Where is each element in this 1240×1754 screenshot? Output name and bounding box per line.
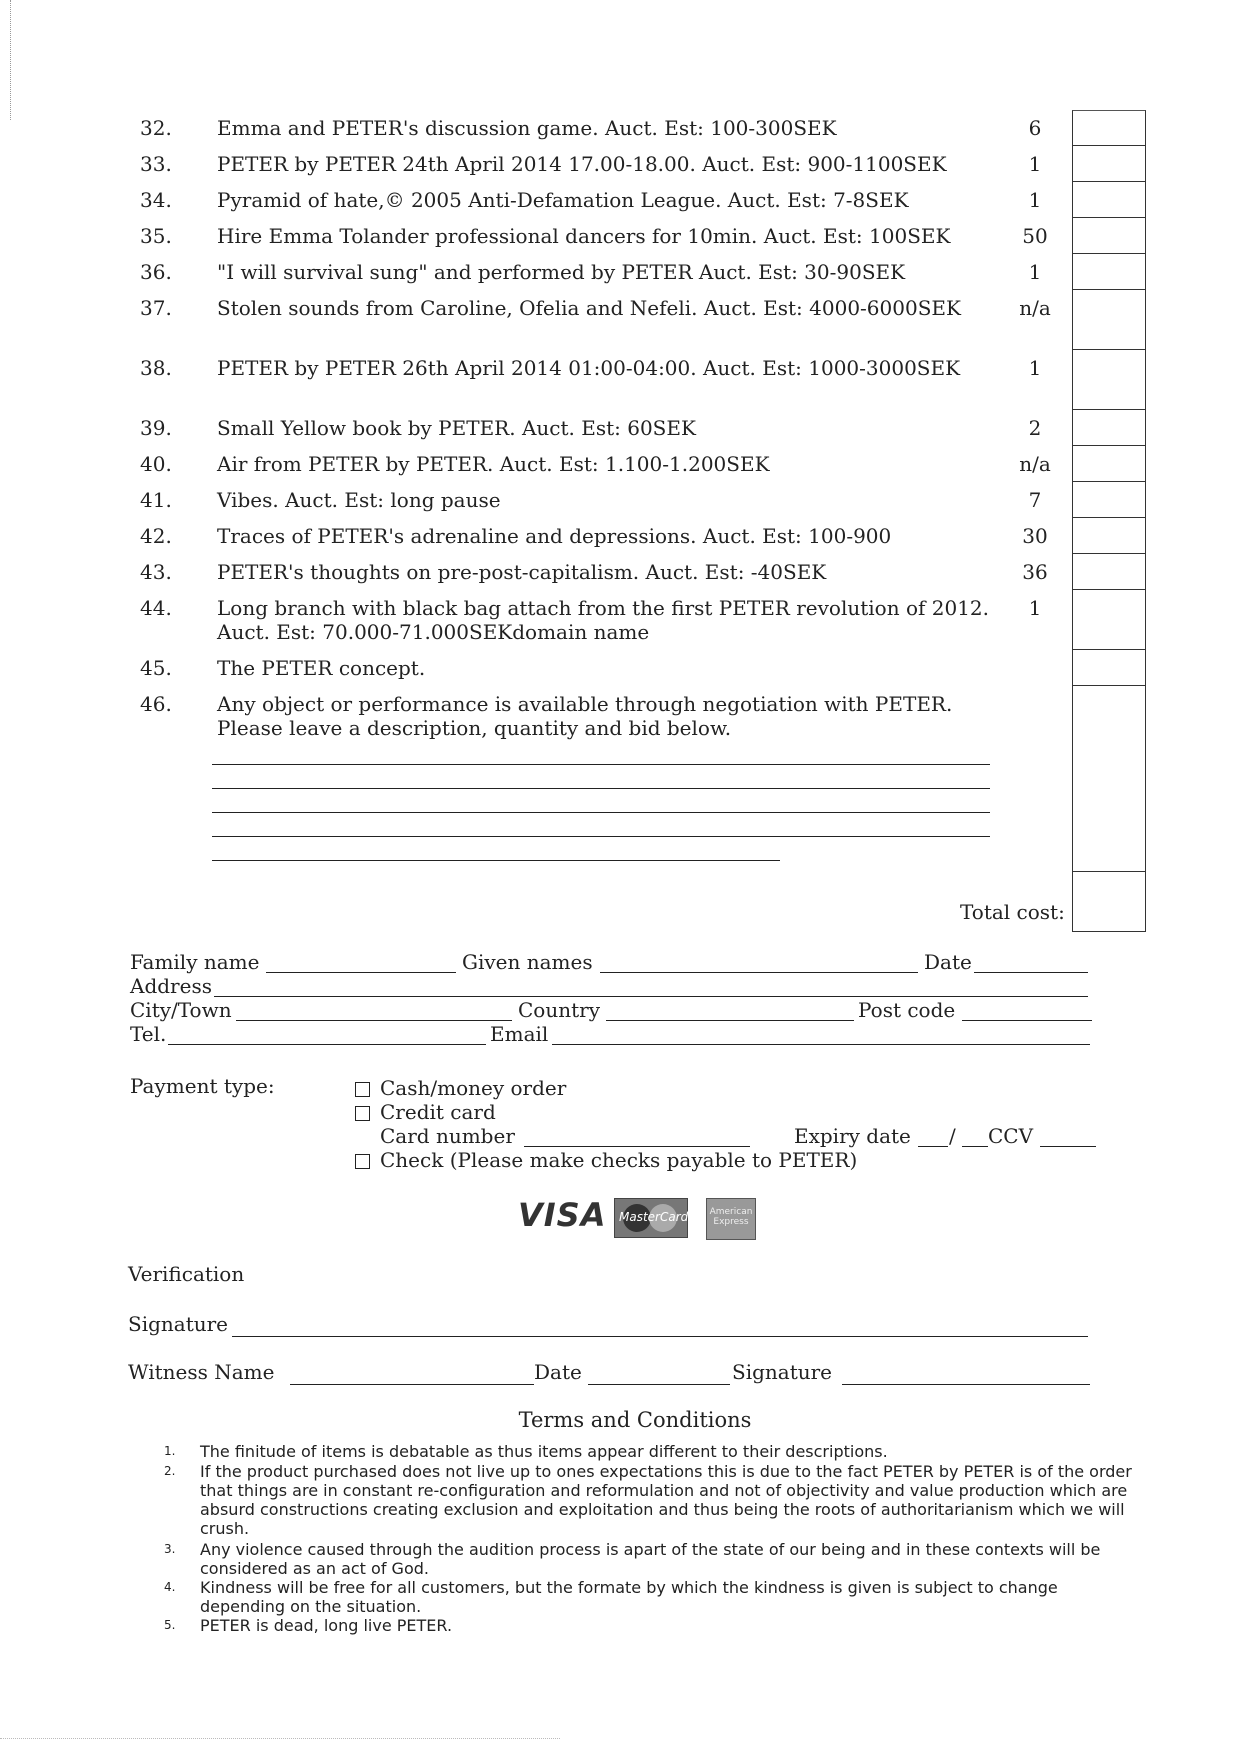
witness-signature-label: Signature	[732, 1360, 833, 1384]
item-quantity: 1	[1028, 152, 1042, 176]
cash-option-label: Cash/money order	[380, 1076, 567, 1100]
expiry-year-field[interactable]	[962, 1146, 988, 1147]
item-number: 34.	[140, 188, 172, 212]
item-quantity: 2	[1028, 416, 1042, 440]
item-quantity: 50	[1022, 224, 1048, 248]
ccv-field[interactable]	[1040, 1146, 1096, 1147]
item-description: Any object or performance is available through negotiation with PETER. Please leave a description, quantity and bid below.	[217, 692, 953, 740]
expiry-date-label: Expiry date	[794, 1124, 911, 1148]
item-number: 43.	[140, 560, 172, 584]
item-quantity: n/a	[1019, 452, 1051, 476]
item-quantity: 7	[1028, 488, 1042, 512]
bid-box-divider	[1073, 871, 1145, 872]
terms-title: Terms and Conditions	[518, 1408, 752, 1432]
bid-box-divider	[1073, 481, 1145, 482]
bid-box-divider	[1073, 649, 1145, 650]
bid-box-column	[1072, 110, 1146, 932]
item-number: 35.	[140, 224, 172, 248]
item-quantity: 1	[1028, 188, 1042, 212]
item-number: 44.	[140, 596, 172, 620]
item-description: PETER's thoughts on pre-post-capitalism. Auct. Est: -40SEK	[217, 560, 827, 584]
bid-box-divider	[1073, 553, 1145, 554]
item-number: 41.	[140, 488, 172, 512]
term-text: Kindness will be free for all customers, but the formate by which the kindness is given is subject to change depending on the situation.	[200, 1578, 1058, 1616]
bid-box-divider	[1073, 445, 1145, 446]
term-number: 3.	[164, 1542, 176, 1556]
witness-date-field[interactable]	[588, 1384, 730, 1385]
description-line[interactable]	[212, 764, 990, 765]
email-label: Email	[490, 1022, 549, 1046]
address-label: Address	[130, 974, 212, 998]
item-description: Vibes. Auct. Est: long pause	[217, 488, 501, 512]
witness-name-label: Witness Name	[128, 1360, 275, 1384]
item-description: Emma and PETER's discussion game. Auct. Est: 100-300SEK	[217, 116, 837, 140]
bid-box-divider	[1073, 589, 1145, 590]
mastercard-logo	[614, 1198, 688, 1238]
city-label: City/Town	[130, 998, 232, 1022]
item-description: PETER by PETER 26th April 2014 01:00-04:00. Auct. Est: 1000-3000SEK	[217, 356, 961, 380]
bid-box-divider	[1073, 289, 1145, 290]
item-quantity: 36	[1022, 560, 1048, 584]
expiry-slash: /	[949, 1124, 956, 1148]
term-text: The finitude of items is debatable as thus items appear different to their descriptions.	[200, 1442, 888, 1461]
item-number: 46.	[140, 692, 172, 716]
item-number: 36.	[140, 260, 172, 284]
item-number: 37.	[140, 296, 172, 320]
item-number: 39.	[140, 416, 172, 440]
item-number: 40.	[140, 452, 172, 476]
bid-box-divider	[1073, 145, 1145, 146]
bid-box-divider	[1073, 517, 1145, 518]
card-number-label: Card number	[380, 1124, 515, 1148]
card-number-field[interactable]	[524, 1146, 750, 1147]
item-description: Hire Emma Tolander professional dancers for 10min. Auct. Est: 100SEK	[217, 224, 951, 248]
item-number: 38.	[140, 356, 172, 380]
mastercard-logo-text: MasterCard	[619, 1210, 689, 1224]
credit-card-option-label: Credit card	[380, 1100, 496, 1124]
item-number: 32.	[140, 116, 172, 140]
signature-field[interactable]	[232, 1336, 1088, 1337]
description-line[interactable]	[212, 788, 990, 789]
verification-label: Verification	[128, 1262, 245, 1286]
visa-logo: VISA	[518, 1196, 607, 1234]
item-number: 42.	[140, 524, 172, 548]
item-description: Stolen sounds from Caroline, Ofelia and Nefeli. Auct. Est: 4000-6000SEK	[217, 296, 961, 320]
ccv-label: CCV	[988, 1124, 1034, 1148]
check-option-label: Check (Please make checks payable to PETER)	[380, 1148, 858, 1172]
payment-type-label: Payment type:	[130, 1074, 275, 1098]
tel-field[interactable]	[168, 1044, 486, 1045]
item-description: Air from PETER by PETER. Auct. Est: 1.100-1.200SEK	[217, 452, 770, 476]
witness-name-field[interactable]	[290, 1384, 534, 1385]
item-description: Pyramid of hate,© 2005 Anti-Defamation League. Auct. Est: 7-8SEK	[217, 188, 909, 212]
description-line[interactable]	[212, 836, 990, 837]
bid-box-divider	[1073, 685, 1145, 686]
expiry-month-field[interactable]	[918, 1146, 948, 1147]
signature-label: Signature	[128, 1312, 229, 1336]
bid-box-divider	[1073, 409, 1145, 410]
item-quantity: 30	[1022, 524, 1048, 548]
check-payment-checkbox[interactable]	[355, 1154, 370, 1169]
bid-box-divider	[1073, 253, 1145, 254]
country-field[interactable]	[606, 1020, 854, 1021]
description-line[interactable]	[212, 812, 990, 813]
term-number: 5.	[164, 1618, 176, 1632]
item-number: 45.	[140, 656, 172, 680]
family-name-field[interactable]	[266, 972, 456, 973]
item-quantity: 1	[1028, 596, 1042, 620]
item-description: Long branch with black bag attach from the first PETER revolution of 2012. Auct. Est: 70.000-71.000SEKdomain name	[217, 596, 990, 644]
item-quantity: 1	[1028, 260, 1042, 284]
term-text: If the product purchased does not live up to ones expectations this is due to the fact PETER by PETER is of the order that things are in constant re-configuration and reformulation and not of objectivity and value production which are absurd constructions creating exclusion and exploitation and thus being the roots of authoritarianism which we will crush.	[200, 1462, 1132, 1538]
amex-logo	[706, 1198, 756, 1240]
address-field[interactable]	[214, 996, 1088, 997]
term-number: 1.	[164, 1444, 176, 1458]
item-quantity: 6	[1028, 116, 1042, 140]
bid-box-divider	[1073, 349, 1145, 350]
post-code-field[interactable]	[962, 1020, 1092, 1021]
date-label: Date	[924, 950, 972, 974]
item-description: PETER by PETER 24th April 2014 17.00-18.00. Auct. Est: 900-1100SEK	[217, 152, 947, 176]
email-field[interactable]	[552, 1044, 1090, 1045]
family-name-label: Family name	[130, 950, 260, 974]
term-number: 4.	[164, 1580, 176, 1594]
given-names-label: Given names	[462, 950, 593, 974]
scan-edge-mark	[10, 0, 11, 120]
item-description: Traces of PETER's adrenaline and depressions. Auct. Est: 100-900	[217, 524, 892, 548]
description-line[interactable]	[212, 860, 780, 861]
item-description: The PETER concept.	[217, 656, 426, 680]
post-code-label: Post code	[858, 998, 956, 1022]
scan-bottom-edge	[0, 1738, 560, 1739]
term-text: Any violence caused through the audition process is apart of the state of our being and in these contexts will be considered as an act of God.	[200, 1540, 1101, 1578]
item-quantity: 1	[1028, 356, 1042, 380]
item-description: "I will survival sung" and performed by PETER Auct. Est: 30-90SEK	[217, 260, 906, 284]
date-field[interactable]	[974, 972, 1088, 973]
tel-label: Tel.	[130, 1022, 167, 1046]
total-cost-label: Total cost:	[960, 900, 1065, 924]
witness-date-label: Date	[534, 1360, 582, 1384]
term-text: PETER is dead, long live PETER.	[200, 1616, 453, 1635]
item-description: Small Yellow book by PETER. Auct. Est: 60SEK	[217, 416, 696, 440]
bid-box-divider	[1073, 181, 1145, 182]
city-field[interactable]	[236, 1020, 512, 1021]
country-label: Country	[518, 998, 601, 1022]
cash-checkbox[interactable]	[355, 1082, 370, 1097]
item-number: 33.	[140, 152, 172, 176]
credit-card-checkbox[interactable]	[355, 1106, 370, 1121]
item-quantity: n/a	[1019, 296, 1051, 320]
amex-logo-text: American Express	[709, 1207, 753, 1227]
bid-box-divider	[1073, 217, 1145, 218]
witness-signature-field[interactable]	[842, 1384, 1090, 1385]
given-names-field[interactable]	[600, 972, 918, 973]
term-number: 2.	[164, 1464, 176, 1478]
